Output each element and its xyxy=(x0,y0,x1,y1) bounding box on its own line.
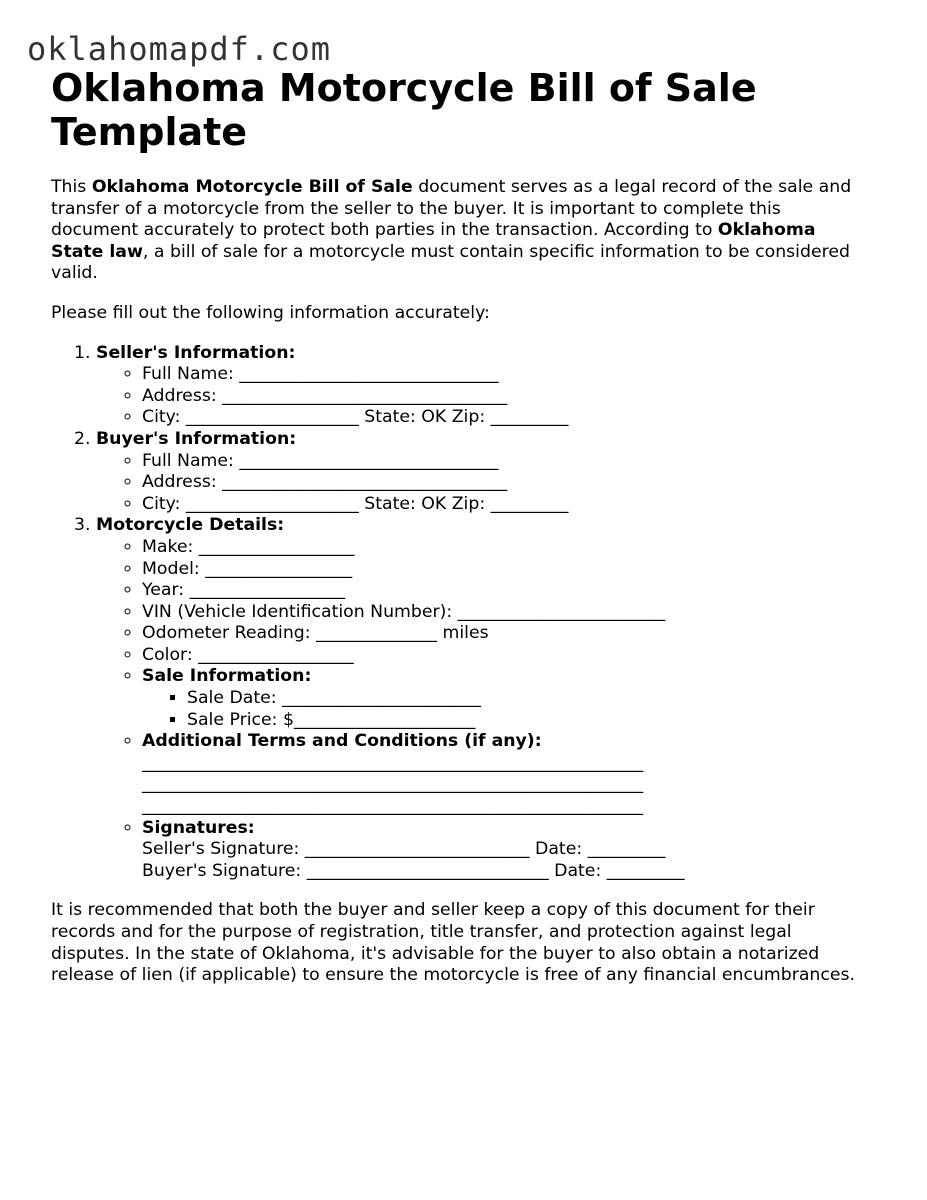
terms-lines xyxy=(142,753,871,818)
form-sections-list xyxy=(51,343,871,883)
buyer-address-field[interactable]: ◦ Address: _________________________________ xyxy=(142,472,871,494)
closing-paragraph: It is recommended that both the buyer and seller keep a copy of this document for their records and for the purpose of registration, title transfer, and protection against legal disputes. In the state of Oklahoma, it's advisable for the buyer to also obtain a notarized release of lien (if applicable) to ensure the motorcycle is free of any financial encumbrances. xyxy=(51,900,856,986)
intro-text-2: document serves as a legal record of the sale and transfer of a motorcycle from the seller to the buyer. It is important to complete this document accurately to protect both parties in the transaction. According to xyxy=(51,177,852,241)
intro-paragraph xyxy=(51,177,871,285)
terms-line-2[interactable]: __________________________________________________________ xyxy=(142,774,644,795)
sale-info-fields xyxy=(142,688,871,731)
vin-field[interactable]: ◦ VIN (Vehicle Identification Number): ________________________ xyxy=(142,602,871,624)
motorcycle-section xyxy=(96,515,871,882)
sale-date-field[interactable]: ▪ Sale Date: _______________________ xyxy=(187,688,871,710)
seller-city-state-zip-field[interactable]: ◦ City: ____________________ State: OK Zip: _________ xyxy=(142,407,871,429)
buyer-heading: Buyer's Information: xyxy=(96,428,297,449)
sale-price-field[interactable]: ▪ Sale Price: $_____________________ xyxy=(187,710,871,732)
buyer-city-state-zip-field[interactable]: ◦ City: ____________________ State: OK Zip: _________ xyxy=(142,494,871,516)
signatures-heading: Signatures: xyxy=(142,817,255,838)
buyer-section xyxy=(96,429,871,515)
signatures-section xyxy=(142,818,871,883)
sale-info-section xyxy=(142,666,871,731)
terms-line-1[interactable]: __________________________________________________________ xyxy=(142,752,644,773)
buyer-full-name-field[interactable]: ◦ Full Name: ______________________________ xyxy=(142,451,871,473)
year-field[interactable]: ◦ Year: __________________ xyxy=(142,580,871,602)
intro-bold-state-law: Oklahoma State law xyxy=(51,220,816,262)
motorcycle-heading: Motorcycle Details: xyxy=(96,515,285,536)
buyer-fields xyxy=(96,451,871,516)
intro-text-1: This xyxy=(51,177,92,197)
make-field[interactable]: ◦ Make: __________________ xyxy=(142,537,871,559)
seller-address-field[interactable]: ◦ Address: _________________________________ xyxy=(142,386,871,408)
signature-lines xyxy=(142,839,871,882)
seller-signature-field[interactable]: Seller's Signature: __________________________ Date: _________ xyxy=(142,839,666,860)
terms-line-3[interactable]: __________________________________________________________ xyxy=(142,796,644,817)
color-field[interactable]: ◦ Color: __________________ xyxy=(142,645,871,667)
intro-text-3: , a bill of sale for a motorcycle must contain specific information to be considered valid. xyxy=(51,241,850,284)
page-title: Oklahoma Motorcycle Bill of Sale Template xyxy=(51,66,757,154)
model-field[interactable]: ◦ Model: _________________ xyxy=(142,559,871,581)
seller-section xyxy=(96,343,871,429)
motorcycle-fields xyxy=(96,537,871,883)
seller-full-name-field[interactable]: ◦ Full Name: ______________________________ xyxy=(142,364,871,386)
terms-heading: Additional Terms and Conditions (if any): xyxy=(142,731,542,752)
intro-bold-doc-name: Oklahoma Motorcycle Bill of Sale xyxy=(91,177,413,197)
instructions-prompt: Please fill out the following information accurately: xyxy=(51,302,490,323)
sale-info-heading: Sale Information: xyxy=(142,666,312,687)
document-page xyxy=(51,66,871,987)
seller-heading: Seller's Information: xyxy=(96,342,296,363)
odometer-field[interactable]: ◦ Odometer Reading: ______________ miles xyxy=(142,623,871,645)
terms-section xyxy=(142,731,871,817)
site-watermark: oklahomapdf.com xyxy=(27,30,331,68)
buyer-signature-field[interactable]: Buyer's Signature: ____________________________ Date: _________ xyxy=(142,860,685,881)
seller-fields xyxy=(96,364,871,429)
